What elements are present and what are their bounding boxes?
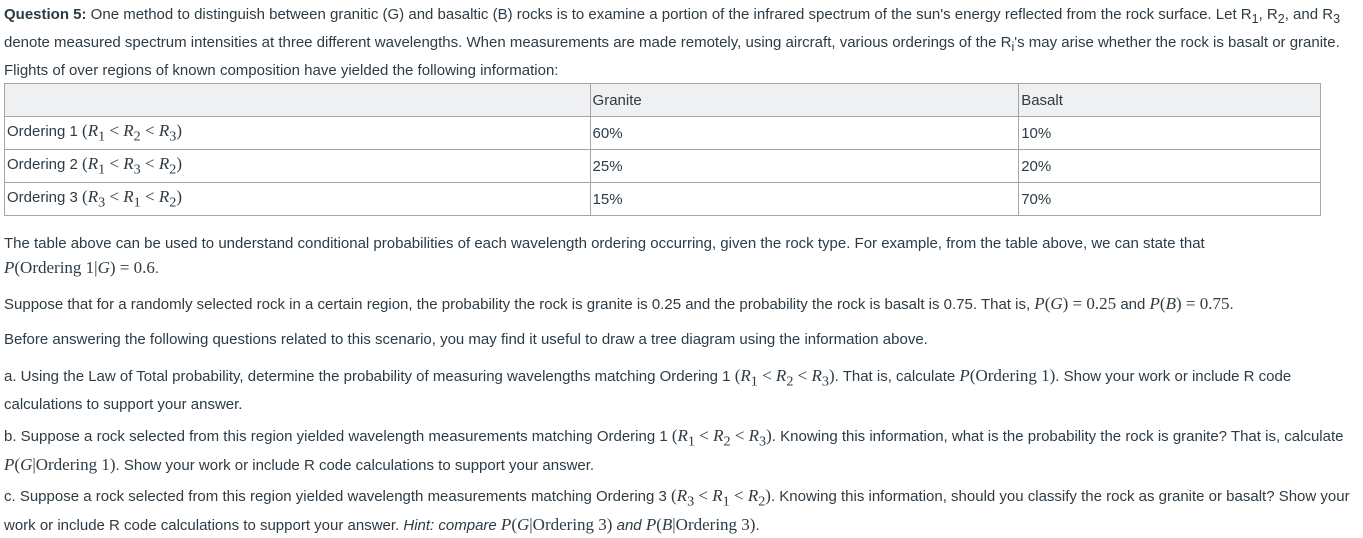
basalt-cell: 10% — [1019, 117, 1321, 150]
question-intro: Question 5: One method to distinguish between granitic (G) and basaltic (B) rocks is to examine a portion of the infrared spectrum of the sun's energy reflected from the rock surface. Let $R_1$, $R_2$, and $R_3$ denote measured spectrum intensities at three different wavelengths. When measurements are made remotely, using aircraft, various orderings of the $R_i's$ may arise whether the rock is basalt or granite. Flights of over regions of known composition have yielded the following information: — [4, 6, 1341, 79]
math-p-b-given-ordering3: P(B|Ordering 3) — [645, 515, 756, 535]
ordering-math: $(R_1 < R_3 < R_2)$ — [82, 153, 182, 178]
table-row — [5, 183, 1321, 216]
math-p-g-given-ordering1: P(G|Ordering 1) — [4, 455, 116, 475]
header-cell-empty — [5, 84, 591, 117]
question-part-c: c. Suppose a rock selected from this region yielded wavelength measurements matching Ordering 3 $(R_3 < R_1 < R_2)$. Knowing this information, should you classify the rock as granite or basalt? Show your work or include R code calculations to support your answer. Hint: compare P(G|Ordering 3) and P(B|Ordering 3). — [4, 486, 1350, 535]
math-p-ordering1-given-g: P(Ordering 1|G) = 0.6 — [4, 258, 155, 277]
hint-text: Hint: compare — [403, 517, 497, 535]
row-label-cell: Ordering 2 $(R_1 < R_3 < R_2)$ — [5, 150, 591, 183]
math-p-g: P(G) = 0.25 — [1034, 294, 1117, 313]
header-cell-basalt: Basalt — [1019, 84, 1321, 117]
math-ordering1: $(R_1 < R_2 < R_3)$ — [671, 426, 772, 450]
ordering-math: $(R_3 < R_1 < R_2)$ — [82, 186, 182, 211]
row-label-cell: Ordering 1 $(R_1 < R_2 < R_3)$ — [5, 117, 591, 150]
basalt-cell: 70% — [1019, 183, 1321, 216]
question-part-b: b. Suppose a rock selected from this region yielded wavelength measurements matching Ordering 1 $(R_1 < R_2 < R_3)$. Knowing this information, what is the probability the rock is granite? That is, calculate P(G|Ordering 1). Show your work or include R code calculations to support your answer. — [4, 426, 1344, 475]
ordering-math: $(R_1 < R_2 < R_3)$ — [82, 120, 182, 145]
granite-cell: 60% — [590, 117, 1019, 150]
math-p-b: P(B) = 0.75 — [1149, 294, 1230, 313]
question-label: Question 5: — [4, 6, 87, 23]
row-label-cell: Ordering 3 $(R_3 < R_1 < R_2)$ — [5, 183, 591, 216]
math-p-ordering1: P(Ordering 1) — [959, 366, 1056, 385]
table-row — [5, 117, 1321, 150]
granite-cell: 15% — [590, 183, 1019, 216]
math-ordering1: $(R_1 < R_2 < R_3)$ — [734, 366, 835, 390]
math-ordering3: $(R_3 < R_1 < R_2)$ — [671, 486, 771, 510]
paragraph-priors: Suppose that for a randomly selected rock in a certain region, the probability the rock is granite is 0.25 and the probability the rock is basalt is 0.75. That is, P(G) = 0.25 and P(B) = 0.75. — [4, 294, 1234, 313]
basalt-cell: 20% — [1019, 150, 1321, 183]
orderings-table — [4, 83, 1321, 216]
granite-cell: 25% — [590, 150, 1019, 183]
table-header-row — [5, 84, 1321, 117]
paragraph-table-explanation: The table above can be used to understand conditional probabilities of each wavelength ordering occurring, given the rock type. For example, from the table above, we can state that P(Ordering 1|G) = 0.6. — [4, 235, 1205, 277]
question-part-a: a. Using the Law of Total probability, determine the probability of measuring wavelengths matching Ordering 1 $(R_1 < R_2 < R_3)$. That is, calculate P(Ordering 1). Show your work or include R code calculations to support your answer. — [4, 366, 1292, 414]
header-cell-granite: Granite — [590, 84, 1019, 117]
table-row — [5, 150, 1321, 183]
paragraph-tree-diagram: Before answering the following questions related to this scenario, you may find it useful to draw a tree diagram using the information above. — [4, 331, 928, 348]
math-p-g-given-ordering3: P(G|Ordering 3) — [500, 515, 613, 535]
